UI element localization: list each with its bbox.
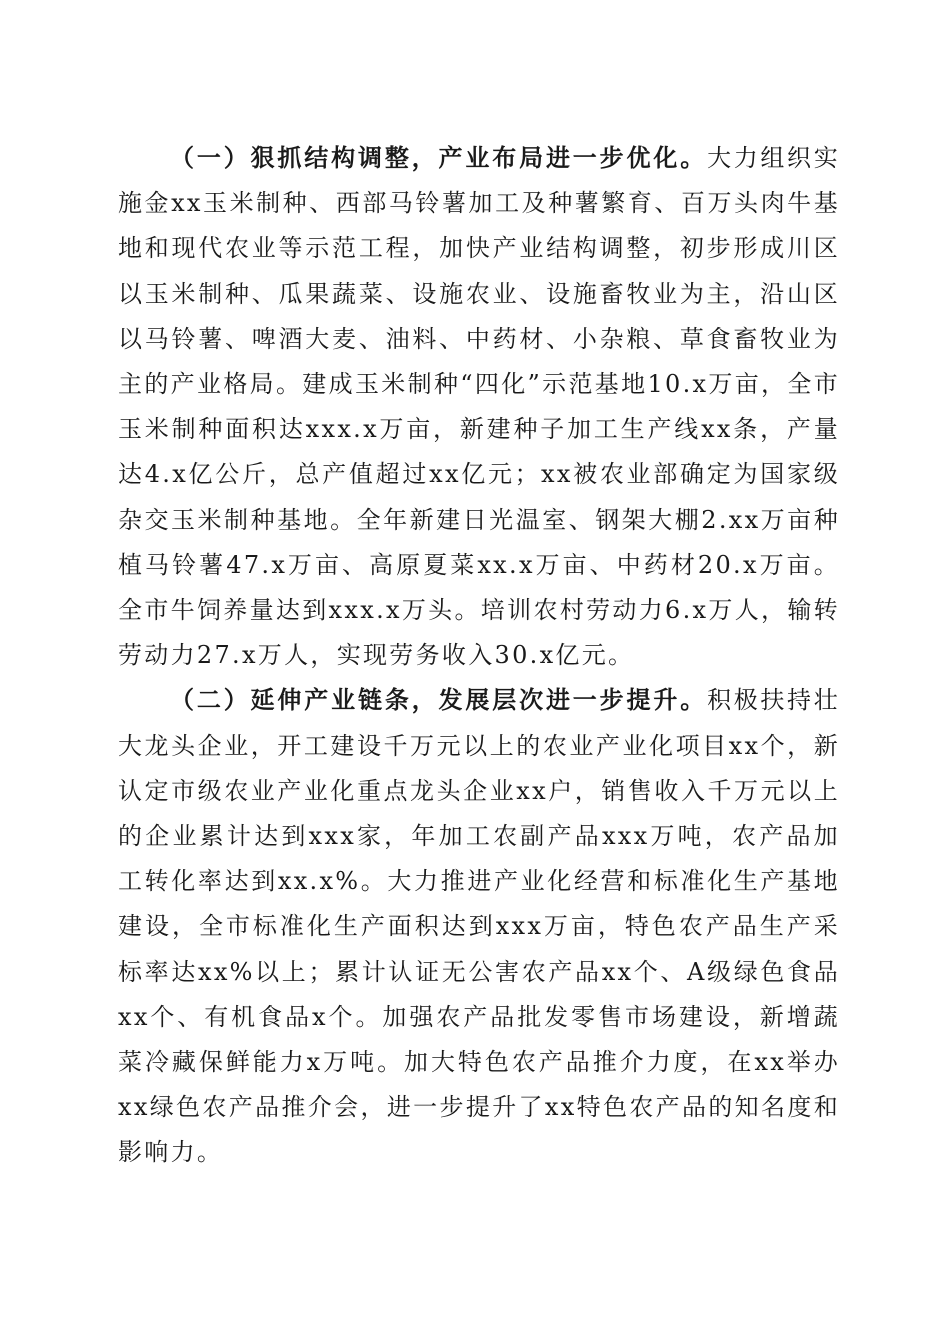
paragraph-2 xyxy=(118,678,840,1175)
paragraph-1-heading: （一）狠抓结构调整，产业布局进一步优化。 xyxy=(170,144,708,172)
document-body xyxy=(118,136,840,1176)
paragraph-1-text: 大力组织实施金xx玉米制种、西部马铃薯加工及种薯繁育、百万头肉牛基地和现代农业等示范工程，加快产业结构调整，初步形成川区以玉米制种、瓜果蔬菜、设施农业、设施畜牧业为主，沿山区以马铃薯、啤酒大麦、油料、中药材、小杂粮、草食畜牧业为主的产业格局。建成玉米制种“四化”示范基地10.x万亩，全市玉米制种面积达xxx.x万亩，新建种子加工生产线xx条，产量达4.x亿公斤，总产值超过xx亿元；xx被农业部确定为国家级杂交玉米制种基地。全年新建日光温室、钢架大棚2.xx万亩种植马铃薯47.x万亩、高原夏菜xx.x万亩、中药材20.x万亩。全市牛饲养量达到xxx.x万头。培训农村劳动力6.x万人，输转劳动力27.x万人，实现劳务收入30.x亿元。 xyxy=(118,144,841,670)
paragraph-2-heading: （二）延伸产业链条，发展层次进一步提升。 xyxy=(170,686,708,715)
paragraph-1 xyxy=(118,136,840,678)
paragraph-2-text: 积极扶持壮大龙头企业，开工建设千万元以上的农业产业化项目xx个，新认定市级农业产业化重点龙头企业xx户，销售收入千万元以上的企业累计达到xxx家，年加工农副产品xxx万吨，农产品加工转化率达到xx.x%。大力推进产业化经营和标准化生产基地建设，全市标准化生产面积达到xxx万亩，特色农产品生产采标率达xx%以上；累计认证无公害农产品xx个、A级绿色食品xx个、有机食品x个。加强农产品批发零售市场建设，新增蔬菜冷藏保鲜能力x万吨。加大特色农产品推介力度，在xx举办xx绿色农产品推介会，进一步提升了xx特色农产品的知名度和影响力。 xyxy=(118,686,841,1167)
